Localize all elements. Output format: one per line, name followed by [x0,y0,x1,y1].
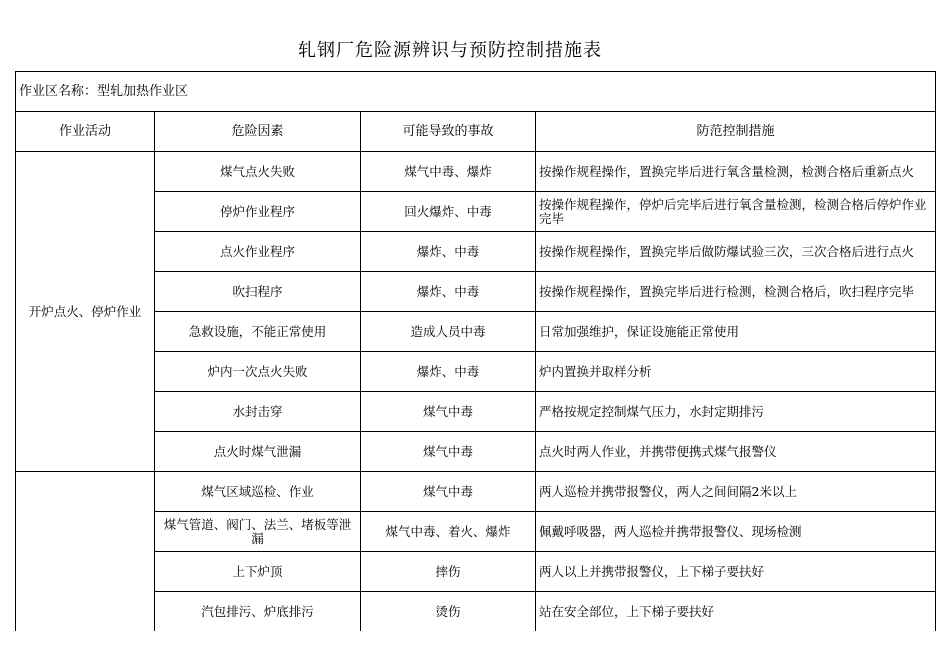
table-row [16,152,936,192]
measure-cell: 按操作规程操作，置换完毕后进行氧含量检测，检测合格后重新点火 [536,152,936,192]
header-row [16,112,936,152]
accident-cell: 烫伤 [361,592,536,632]
measure-cell: 站在安全部位，上下梯子要扶好 [536,592,936,632]
measure-cell: 点火时两人作业，并携带便携式煤气报警仪 [536,432,936,472]
area-row [16,72,936,112]
accident-cell: 摔伤 [361,552,536,592]
hazard-cell: 炉内一次点火失败 [155,352,361,392]
accident-cell: 爆炸、中毒 [361,352,536,392]
hazard-table [15,71,936,631]
hazard-cell: 水封击穿 [155,392,361,432]
measure-cell: 按操作规程操作，置换完毕后做防爆试验三次，三次合格后进行点火 [536,232,936,272]
hazard-cell: 点火作业程序 [155,232,361,272]
hazard-cell: 吹扫程序 [155,272,361,312]
accident-cell: 煤气中毒、着火、爆炸 [361,512,536,552]
measure-cell: 佩戴呼吸器，两人巡检并携带报警仪、现场检测 [536,512,936,552]
measure-cell: 严格按规定控制煤气压力，水封定期排污 [536,392,936,432]
accident-cell: 煤气中毒 [361,472,536,512]
hazard-cell: 煤气区域巡检、作业 [155,472,361,512]
accident-cell: 爆炸、中毒 [361,232,536,272]
measure-cell: 按操作规程操作，置换完毕后进行检测，检测合格后，吹扫程序完毕 [536,272,936,312]
accident-cell: 煤气中毒 [361,432,536,472]
header-activity: 作业活动 [16,112,155,152]
measure-cell: 两人以上并携带报警仪，上下梯子要扶好 [536,552,936,592]
activity-cell: 开炉点火、停炉作业 [16,152,155,472]
hazard-cell: 上下炉顶 [155,552,361,592]
accident-cell: 回火爆炸、中毒 [361,192,536,232]
measure-cell: 日常加强维护，保证设施能正常使用 [536,312,936,352]
hazard-cell: 煤气管道、阀门、法兰、堵板等泄漏 [155,512,361,552]
activity-cell-empty [16,472,155,632]
hazard-cell: 停炉作业程序 [155,192,361,232]
accident-cell: 爆炸、中毒 [361,272,536,312]
measure-cell: 炉内置换并取样分析 [536,352,936,392]
measure-cell: 两人巡检并携带报警仪，两人之间间隔2米以上 [536,472,936,512]
accident-cell: 煤气中毒、爆炸 [361,152,536,192]
hazard-cell: 煤气点火失败 [155,152,361,192]
header-hazard: 危险因素 [155,112,361,152]
accident-cell: 煤气中毒 [361,392,536,432]
measure-cell: 按操作规程操作，停炉后完毕后进行氧含量检测，检测合格后停炉作业完毕 [536,192,936,232]
header-accident: 可能导致的事故 [361,112,536,152]
table-row [16,472,936,512]
hazard-cell: 点火时煤气泄漏 [155,432,361,472]
area-name-cell: 作业区名称：型轧加热作业区 [16,72,936,112]
hazard-cell: 汽包排污、炉底排污 [155,592,361,632]
document-title: 轧钢厂危险源辨识与预防控制措施表 [298,40,602,61]
hazard-cell: 急救设施，不能正常使用 [155,312,361,352]
accident-cell: 造成人员中毒 [361,312,536,352]
header-measure: 防范控制措施 [536,112,936,152]
